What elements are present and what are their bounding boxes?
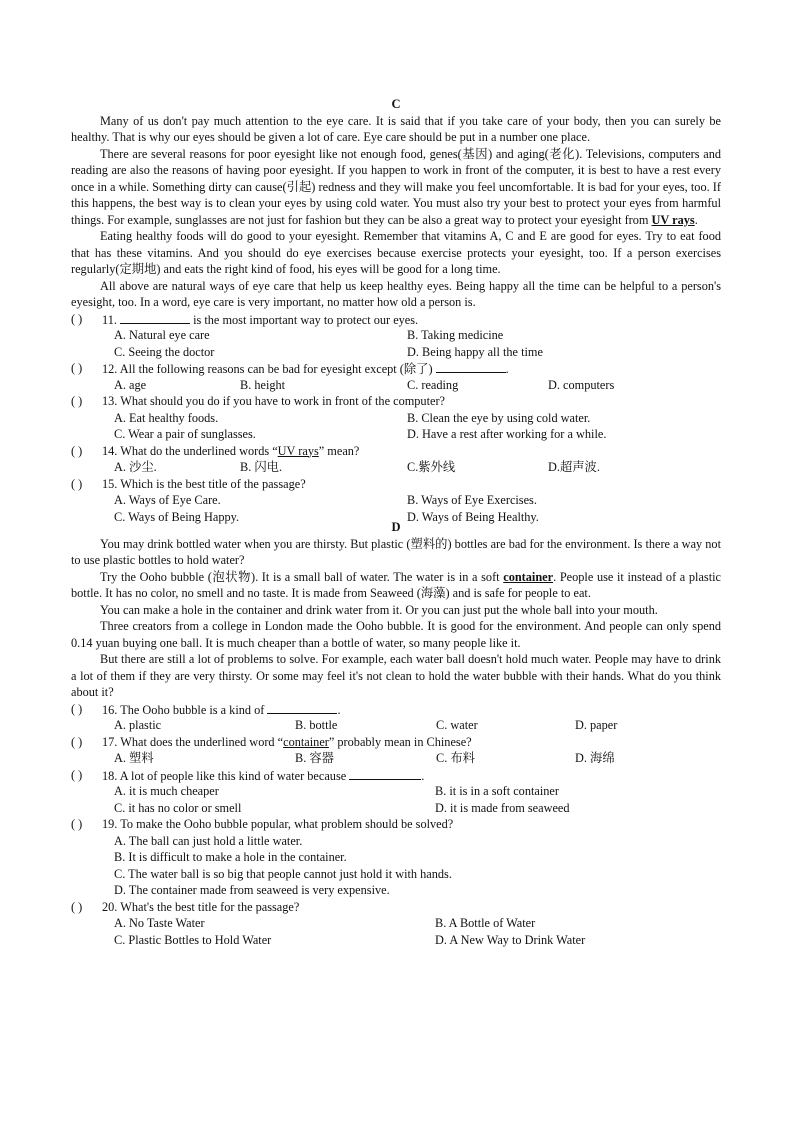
question-end: ” mean? [318,443,360,458]
answer-bracket[interactable]: ( ) [71,734,83,749]
question-text: To make the Ooho bubble popular, what problem should be solved? [120,817,454,831]
question-text: All the following reasons can be bad for eyesight except (除了) [119,362,436,376]
question-11 [71,311,721,328]
question-text: The Ooho bubble is a kind of [120,702,268,717]
options-row [71,783,721,800]
options-row [71,750,721,767]
question-14 [71,443,721,460]
option-c[interactable]: C. 布料 [436,751,475,765]
question-stem [102,767,424,785]
question-stem [102,360,509,378]
answer-bracket[interactable]: ( ) [71,476,83,491]
passage-c-paragraph-4: All above are natural ways of eye care that help us keep healthy eyes. Being happy all the time can be helpful to a person's eyesight, too. In a word, eye care is very important, no matter how old a person is. [71,278,721,309]
options-row [71,459,721,476]
paragraph-text: Try the Ooho bubble (泡状物). It is a small ball of water. The water is in a soft [100,569,504,584]
options-row [71,800,721,817]
answer-bracket[interactable]: ( ) [71,394,83,408]
option-a[interactable]: A. 沙尘. [114,460,157,474]
question-text: What's the best title for the passage? [120,899,300,914]
answer-bracket[interactable]: ( ) [71,701,83,716]
question-text: Which is the best title of the passage? [120,476,306,491]
paragraph-text: There are several reasons for poor eyesight like not enough food, genes(基因) and aging(老化). Televisions, computers and reading are also the reasons of having poor eyesight. If you happen to work in front of the computer, it is best to have a rest every once in a while. Something dirty can cause(引起) redness and they will make you feel uncomfortable. It is bad for your eyes, too. If this happens, the best way is to clean your eyes by using cold water. You must also try your best to protect your eyes from harmful things. For example, sunglasses are not just for fashion but they can be also a great way to protect your eyesight from [71,146,721,227]
question-number: 15. [102,476,118,491]
option-a[interactable]: A. 塑料 [114,751,154,765]
question-text: What should you do if you have to work in front of the computer? [120,394,446,408]
section-d-title: D [391,520,401,534]
option-d[interactable]: D. computers [548,377,615,392]
options-row [71,717,721,734]
question-stem [102,816,453,833]
question-number: 16. [102,702,118,717]
option-d[interactable]: D. paper [575,718,618,732]
option-b[interactable]: B. 闪电. [240,460,283,474]
option-d[interactable]: D. A New Way to Drink Water [435,932,586,947]
question-number: 20. [102,899,118,914]
paragraph-tail: . [694,212,698,227]
question-stem [102,311,418,329]
underlined-term: UV rays [277,443,319,458]
options-row [71,377,721,394]
question-20 [71,899,721,916]
option-a[interactable]: A. Eat healthy foods. [114,410,219,425]
answer-bracket[interactable]: ( ) [71,361,83,375]
question-text: is the most important way to protect our eyes. [190,312,419,327]
question-text: What do the underlined words “ [120,443,278,458]
option-c[interactable]: C. Plastic Bottles to Hold Water [114,932,272,947]
option-b[interactable]: B. bottle [295,718,338,732]
options-row [71,833,721,850]
question-stem [102,393,445,410]
option-c[interactable]: C. Seeing the doctor [114,344,215,359]
option-a[interactable]: A. plastic [114,718,162,732]
option-b[interactable]: B. Clean the eye by using cold water. [407,410,591,425]
passage-d-paragraph-4: Three creators from a college in London made the Ooho bubble. It is good for the environment. And people can only spend 0.14 yuan buying one ball. It is much cheaper than a bottle of water, so many people like it. [71,619,721,650]
options-row [71,492,721,509]
question-13 [71,393,721,410]
passage-d-paragraph-1: You may drink bottled water when you are thirsty. But plastic (塑料的) bottles are bad for the environment. Is there a way not to use plastic bottles to hold water? [71,536,721,567]
answer-bracket[interactable]: ( ) [71,767,83,782]
answer-bracket[interactable]: ( ) [71,817,83,831]
question-number: 14. [102,443,118,458]
option-d[interactable]: D. it is made from seaweed [435,800,570,815]
options-row [71,344,721,361]
option-a[interactable]: A. it is much cheaper [114,784,219,798]
options-row [71,932,721,949]
option-a[interactable]: A. No Taste Water [114,916,205,930]
option-c[interactable]: C. The water ball is so big that people cannot just hold it with hands. [114,866,452,881]
question-text: What does the underlined word “ [120,734,284,749]
option-d[interactable]: D. 海绵 [575,751,615,765]
question-number: 17. [102,734,118,749]
question-end: . [505,362,509,376]
option-b[interactable]: B. height [240,377,286,392]
options-row [71,915,721,932]
question-16 [71,701,721,718]
passage-c-paragraph-1: Many of us don't pay much attention to the eye care. It is said that if you take care of your body, then you can surely be healthy. That is why our eyes should be given a lot of care. Eye care should be put in a number one place. [71,113,721,144]
option-b[interactable]: B. Ways of Eye Exercises. [407,493,537,507]
option-b[interactable]: B. 容器 [295,751,334,765]
option-d[interactable]: D.超声波. [548,460,600,474]
option-b[interactable]: B. it is in a soft container [435,784,559,798]
question-number: 11. [102,312,117,327]
question-stem [102,734,472,751]
uv-rays-term: UV rays [651,212,695,227]
options-row [71,849,721,866]
option-c[interactable]: C. reading [407,377,459,392]
section-c-title: C [391,97,401,111]
passage-c-paragraph-3: Eating healthy foods will do good to your eyesight. Remember that vitamins A, C and E are good for eyes. Try to eat food that has these vitamins. And you should do eye exercises because exercise protects your eyesight, too. If a person exercises regularly(定期地) and eats the right kind of food, his eyes will be good for a long time. [71,229,721,276]
question-end: . [421,768,425,783]
paragraph-tail: . People use it instead of a plastic bottle. It has no color, no smell and no taste. It is made from Seaweed (海藻) and is safe for people to eat. [71,569,722,600]
options-row [71,426,721,443]
options-row [71,410,721,427]
underlined-term: container [283,734,329,749]
option-d[interactable]: D. Being happy all the time [407,344,543,359]
answer-bracket[interactable]: ( ) [71,899,83,914]
question-stem [102,443,359,460]
passage-d-paragraph-5: But there are still a lot of problems to solve. For example, each water ball doesn't hold much water. People may have to drink a lot of them if they are very thirsty. Or some may feel it's not clean to hold the water bubble with their hands. What do you think about it? [71,652,721,699]
options-row [71,882,721,899]
question-stem [102,899,299,916]
answer-blank[interactable] [267,701,337,714]
options-row [71,509,721,526]
option-a[interactable]: A. The ball can just hold a little water. [114,833,303,848]
passage-c-paragraph-2 [71,146,721,229]
question-19 [71,816,721,833]
question-12 [71,360,721,377]
option-d[interactable]: D. Ways of Being Healthy. [407,509,539,524]
option-c[interactable]: C. it has no color or smell [114,800,242,815]
passage-d-paragraph-2 [71,569,721,602]
answer-blank[interactable] [349,767,421,780]
question-stem [102,701,341,719]
option-c[interactable]: C. Ways of Being Happy. [114,509,240,524]
answer-bracket[interactable]: ( ) [71,443,83,458]
option-a[interactable]: A. Ways of Eye Care. [114,493,221,507]
answer-blank[interactable] [120,311,190,324]
option-a[interactable]: A. Natural eye care [114,328,210,342]
option-d[interactable]: D. The container made from seaweed is very expensive. [114,883,390,897]
question-number: 18. [102,768,118,783]
container-term: container [503,569,554,584]
option-a[interactable]: A. age [114,377,147,392]
question-number: 13. [102,394,118,408]
question-end: ” probably mean in Chinese? [328,734,472,749]
options-row [71,866,721,883]
question-number: 19. [102,817,118,831]
question-number: 12. [102,362,118,376]
option-b[interactable]: B. It is difficult to make a hole in the container. [114,850,347,864]
option-b[interactable]: B. A Bottle of Water [435,916,536,930]
question-stem [102,476,306,493]
answer-bracket[interactable]: ( ) [71,311,83,326]
worksheet-page [71,96,721,948]
question-18 [71,767,721,784]
options-row [71,327,721,344]
question-17 [71,734,721,751]
option-b[interactable]: B. Taking medicine [407,328,504,342]
question-end: . [337,702,341,717]
option-c[interactable]: C. Wear a pair of sunglasses. [114,427,256,441]
question-15 [71,476,721,493]
option-c[interactable]: C.紫外线 [407,460,456,474]
passage-d-paragraph-3: You can make a hole in the container and drink water from it. Or you can just put the whole ball into your mouth. [100,602,658,617]
answer-blank[interactable] [436,360,506,373]
option-c[interactable]: C. water [436,718,478,732]
question-text: A lot of people like this kind of water because [119,768,350,783]
option-d[interactable]: D. Have a rest after working for a while. [407,427,607,441]
